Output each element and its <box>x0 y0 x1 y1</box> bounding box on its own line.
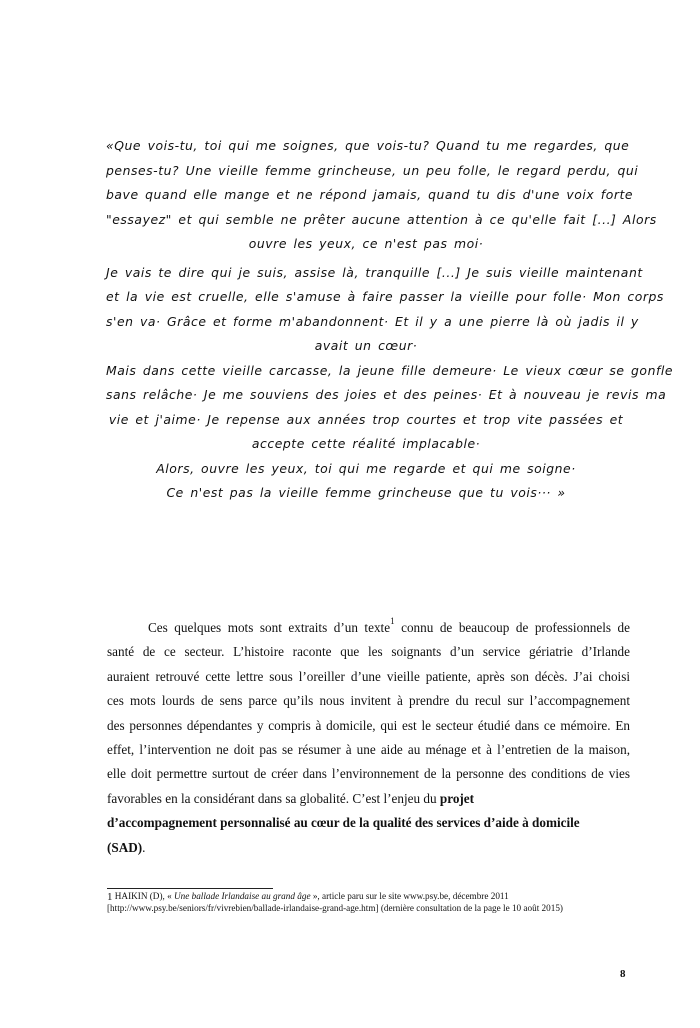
footnote-source: », article paru sur le site www.psy.be, décembre 2011 <box>310 891 509 901</box>
paragraph-line <box>107 616 630 640</box>
paragraph-line: santé de ce secteur. L’histoire raconte que les soignants d’un service gériatrie d’Irlande <box>107 644 630 660</box>
paragraph-line: ces mots lourds de sens parce qu’ils nous invitent à prendre du recul sur l’accompagnement <box>107 693 630 709</box>
paragraph-line <box>107 811 630 835</box>
poem-stanza-1 <box>106 134 657 257</box>
footnote-author: HAIKIN (D), « <box>112 891 174 901</box>
paragraph-line: auraient retrouvé cette lettre sous l’oreiller d’une vieille patiente, après son décès. J’ai choisi <box>107 668 630 684</box>
poem-line: accepte cette réalité implacable· <box>251 436 481 451</box>
paragraph-line: elle doit permettre surtout de créer dans l’environnement de la personne des conditions de vies <box>107 766 630 782</box>
poem-stanza-2 <box>106 261 664 359</box>
poem-line: Mais dans cette vieille carcasse, la jeune fille demeure· Le vieux cœur se gonfle <box>106 362 674 378</box>
paragraph-line: effet, l’intervention ne doit pas se résumer à une aide au ménage et à l’entretien de la maison, <box>107 741 630 757</box>
text-run: . <box>142 839 146 855</box>
paragraph-line <box>107 836 630 860</box>
poem-line: vie et j'aime· Je repense aux années trop courtes et trop vite passées et <box>108 411 624 427</box>
poem-line: bave quand elle mange et ne répond jamais, quand tu dis d'une voix forte <box>106 187 634 202</box>
poem-line: Alors, ouvre les yeux, toi qui me regarde et qui me soigne· <box>156 460 576 476</box>
bold-emphasis: d’accompagnement personnalisé au cœur de la qualité des services d’aide à domicile <box>107 815 580 831</box>
text-run: Ces quelques mots sont extraits d’un texte <box>148 620 391 635</box>
poem-line: s'en va· Grâce et forme m'abandonnent· Et il y a une pierre là où jadis il y <box>106 313 639 329</box>
poem-line: Ce n'est pas la vieille femme grincheuse que tu vois··· » <box>166 485 566 500</box>
poem-line: avait un cœur· <box>314 338 418 353</box>
quoted-poem <box>106 134 674 506</box>
poem-stanza-3 <box>106 359 674 506</box>
bold-emphasis: projet <box>439 790 475 806</box>
text-run: favorables en la considérant dans sa globalité. C’est l’enjeu du <box>107 790 440 806</box>
footnote-title: Une ballade Irlandaise au grand âge <box>174 891 311 901</box>
poem-line: penses-tu? Une vieille femme grincheuse, un peu folle, le regard perdu, qui <box>106 162 639 178</box>
text-run: connu de beaucoup de professionnels de <box>394 620 630 635</box>
poem-line: et la vie est cruelle, elle s'amuse à faire passer la vieille pour folle· Mon corps <box>106 289 664 304</box>
poem-line: ouvre les yeux, ce n'est pas moi· <box>248 236 484 251</box>
paragraph-line: des personnes dépendantes y compris à domicile, qui est le secteur étudié dans ce mémoire. En <box>107 717 630 733</box>
body-paragraph <box>107 616 630 860</box>
footnote <box>107 890 647 914</box>
bold-emphasis: (SAD) <box>107 839 143 855</box>
poem-line: "essayez" et qui semble ne prêter aucune attention à ce qu'elle fait [...] Alors <box>106 211 657 227</box>
poem-line: sans relâche· Je me souviens des joies et des peines· Et à nouveau je revis ma <box>106 387 667 402</box>
poem-line: Je vais te dire qui je suis, assise là, tranquille [...] Je suis vieille maintenant <box>106 264 643 280</box>
footnote-line-1 <box>107 890 647 902</box>
footnote-number: 1 <box>107 891 113 903</box>
footnote-line-2: [http://www.psy.be/seniors/fr/vivrebien/ballade-irlandaise-grand-age.htm] (dernière consultation de la page le 10 août 2015) <box>107 903 563 913</box>
paragraph-line <box>107 787 630 811</box>
poem-line: «Que vois-tu, toi qui me soignes, que vois-tu? Quand tu me regardes, que <box>106 138 630 153</box>
page-number: 8 <box>620 968 626 980</box>
footnote-reference[interactable]: 1 <box>390 616 395 626</box>
